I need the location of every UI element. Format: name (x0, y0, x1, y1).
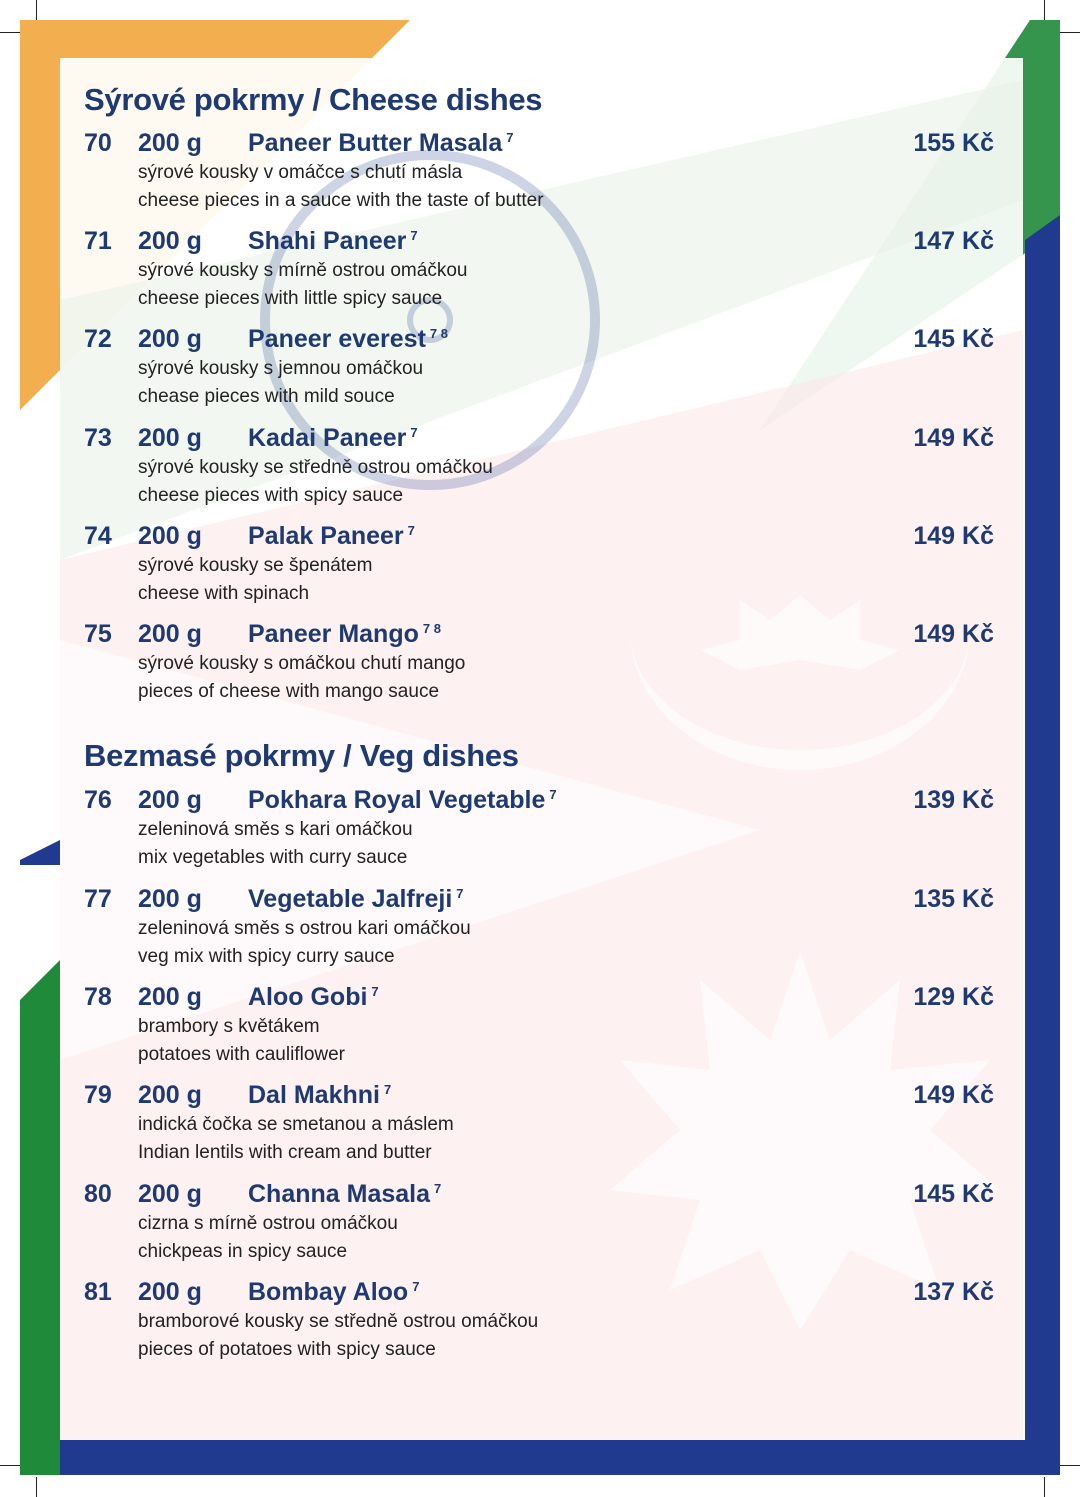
item-name-text: Palak Paneer (248, 522, 404, 550)
menu-item (0, 1179, 1080, 1275)
item-number: 71 (84, 227, 112, 255)
item-weight: 200 g (138, 983, 202, 1011)
item-desc-cz: zeleninová směs s kari omáčkou (138, 819, 413, 840)
item-weight: 200 g (138, 1081, 202, 1109)
item-price: 149 Kč (913, 424, 994, 452)
item-desc-en: chease pieces with mild souce (138, 386, 395, 407)
item-desc-en: potatoes with cauliflower (138, 1044, 345, 1065)
item-name (248, 1080, 391, 1110)
item-name-text: Paneer Mango (248, 620, 419, 648)
item-number: 81 (84, 1278, 112, 1306)
item-price: 149 Kč (913, 1081, 994, 1109)
item-allergens: 7 (410, 424, 418, 440)
menu-item (0, 423, 1080, 519)
menu-item (0, 226, 1080, 322)
item-allergens: 7 (383, 1081, 392, 1097)
menu-item (0, 128, 1080, 224)
item-name (248, 982, 379, 1012)
item-name (248, 1179, 441, 1209)
menu-item (0, 521, 1080, 617)
item-price: 145 Kč (913, 1180, 994, 1208)
item-weight: 200 g (138, 129, 202, 157)
item-number: 79 (84, 1081, 112, 1109)
item-number: 75 (84, 620, 112, 648)
section-title-cheese: Sýrové pokrmy / Cheese dishes (84, 82, 543, 117)
item-name (248, 128, 514, 158)
item-name-text: Vegetable Jalfreji (248, 885, 453, 913)
item-name (248, 785, 557, 815)
item-price: 139 Kč (913, 786, 994, 814)
item-price: 155 Kč (913, 129, 994, 157)
item-price: 135 Kč (913, 885, 994, 913)
item-desc-cz: bramborové kousky se středně ostrou omáčkou (138, 1311, 539, 1332)
item-price: 149 Kč (913, 620, 994, 648)
item-weight: 200 g (138, 227, 202, 255)
item-allergens: 7 8 (422, 620, 441, 636)
item-weight: 200 g (138, 325, 202, 353)
item-desc-cz: zeleninová směs s ostrou kari omáčkou (138, 918, 471, 939)
item-name-text: Dal Makhni (248, 1081, 380, 1109)
item-allergens: 7 (456, 885, 464, 901)
item-name (248, 1277, 419, 1307)
menu-item (0, 785, 1080, 881)
item-desc-cz: sýrové kousky se středně ostrou omáčkou (138, 457, 493, 478)
item-desc-cz: brambory s květákem (138, 1016, 320, 1037)
item-desc-en: mix vegetables with curry sauce (138, 847, 408, 868)
item-desc-cz: sýrové kousky s mírně ostrou omáčkou (138, 260, 468, 281)
item-desc-en: veg mix with spicy curry sauce (138, 946, 395, 967)
item-weight: 200 g (138, 424, 202, 452)
item-allergens: 7 (407, 522, 415, 538)
item-number: 73 (84, 424, 112, 452)
item-number: 77 (84, 885, 112, 913)
item-price: 145 Kč (913, 325, 994, 353)
item-desc-en: cheese pieces with little spicy sauce (138, 288, 443, 309)
menu-item (0, 884, 1080, 980)
item-name (248, 884, 464, 914)
menu-item (0, 619, 1080, 715)
item-name (248, 324, 448, 354)
menu-item (0, 1080, 1080, 1176)
item-allergens: 7 (410, 227, 418, 243)
item-allergens: 7 (506, 129, 514, 145)
item-number: 76 (84, 786, 112, 814)
item-allergens: 7 (434, 1180, 442, 1196)
item-name (248, 226, 418, 256)
item-name-text: Bombay Aloo (248, 1278, 409, 1306)
item-weight: 200 g (138, 1180, 202, 1208)
item-number: 74 (84, 522, 112, 550)
item-desc-en: pieces of potatoes with spicy sauce (138, 1339, 436, 1360)
item-desc-en: cheese with spinach (138, 583, 310, 604)
item-desc-en: chickpeas in spicy sauce (138, 1241, 348, 1262)
menu-item (0, 1277, 1080, 1373)
item-price: 137 Kč (913, 1278, 994, 1306)
item-name (248, 521, 415, 551)
item-desc-en: cheese pieces in a sauce with the taste of butter (138, 190, 544, 211)
item-price: 147 Kč (913, 227, 994, 255)
item-weight: 200 g (138, 522, 202, 550)
item-allergens: 7 (412, 1278, 420, 1294)
item-name-text: Channa Masala (248, 1180, 431, 1208)
item-allergens: 7 (371, 983, 379, 999)
item-desc-cz: sýrové kousky v omáčce s chutí másla (138, 162, 463, 183)
item-name-text: Aloo Gobi (248, 983, 368, 1011)
item-desc-en: Indian lentils with cream and butter (138, 1142, 432, 1163)
item-name (248, 619, 441, 649)
item-allergens: 7 (549, 786, 557, 802)
item-number: 78 (84, 983, 112, 1011)
item-desc-cz: sýrové kousky se špenátem (138, 555, 373, 576)
item-name-text: Shahi Paneer (248, 227, 407, 255)
item-desc-cz: cizrna s mírně ostrou omáčkou (138, 1213, 398, 1234)
item-name-text: Pokhara Royal Vegetable (248, 786, 546, 814)
item-price: 129 Kč (913, 983, 994, 1011)
item-number: 72 (84, 325, 112, 353)
item-weight: 200 g (138, 620, 202, 648)
item-price: 149 Kč (913, 522, 994, 550)
item-allergens: 7 8 (429, 325, 448, 341)
section-title-veg: Bezmasé pokrmy / Veg dishes (84, 738, 519, 773)
item-weight: 200 g (138, 885, 202, 913)
item-desc-en: pieces of cheese with mango sauce (138, 681, 440, 702)
item-desc-en: cheese pieces with spicy sauce (138, 485, 404, 506)
item-desc-cz: indická čočka se smetanou a máslem (138, 1114, 454, 1135)
item-name-text: Paneer everest (248, 325, 426, 353)
item-weight: 200 g (138, 786, 202, 814)
item-name-text: Kadai Paneer (248, 424, 407, 452)
item-number: 80 (84, 1180, 112, 1208)
item-desc-cz: sýrové kousky s jemnou omáčkou (138, 358, 424, 379)
item-name (248, 423, 418, 453)
item-name-text: Paneer Butter Masala (248, 129, 503, 157)
menu-item (0, 982, 1080, 1078)
item-desc-cz: sýrové kousky s omáčkou chutí mango (138, 653, 466, 674)
item-weight: 200 g (138, 1278, 202, 1306)
menu-item (0, 324, 1080, 420)
item-number: 70 (84, 129, 112, 157)
